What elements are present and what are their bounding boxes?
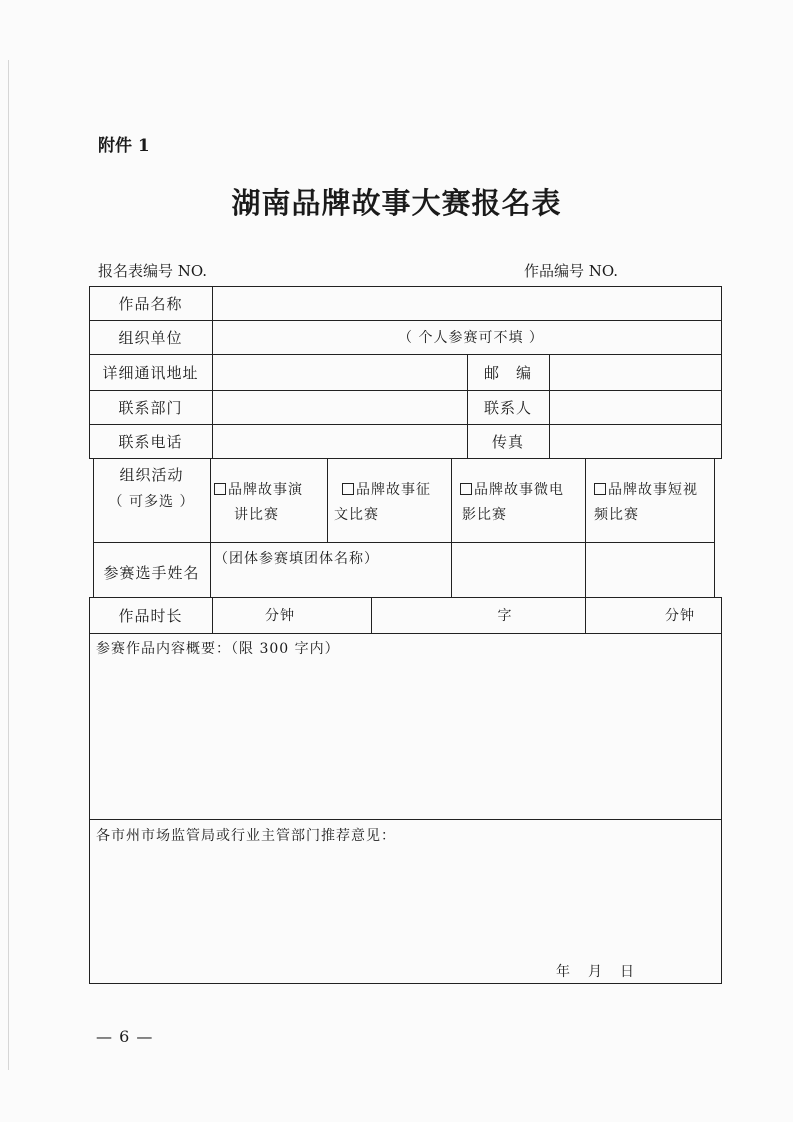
option-microfilm[interactable] xyxy=(460,478,564,528)
row-divider xyxy=(89,458,722,459)
attachment-label: 附件 1 xyxy=(98,136,150,156)
team-name-note: （团体参赛填团体名称） xyxy=(214,551,379,567)
option-divider xyxy=(585,458,586,597)
row-divider xyxy=(93,542,715,543)
option-short-video-line1: 品牌故事短视 xyxy=(608,482,698,498)
minutes-unit-2: 分钟 xyxy=(665,608,695,624)
work-number-label: 作品编号 NO. xyxy=(524,262,619,280)
option-microfilm-line2: 影比赛 xyxy=(462,507,507,523)
label-column-divider xyxy=(212,597,213,633)
work-name-label: 作品名称 xyxy=(118,294,183,313)
org-unit-note: （ 个人参赛可不填 ） xyxy=(398,330,544,346)
duration-label: 作品时长 xyxy=(118,606,183,625)
form-number-label: 报名表编号 NO. xyxy=(98,262,208,280)
checkbox-icon[interactable] xyxy=(594,483,606,495)
date-field: 年 月 日 xyxy=(556,964,636,980)
option-speech-line2: 讲比赛 xyxy=(234,507,279,523)
chars-unit: 字 xyxy=(497,608,513,624)
row-divider xyxy=(89,819,722,820)
option-speech[interactable] xyxy=(214,478,303,528)
table-border-right xyxy=(721,597,722,984)
option-speech-line1: 品牌故事演 xyxy=(228,482,303,498)
contact-label: 联系人 xyxy=(483,398,532,417)
table-border-bottom xyxy=(89,983,722,984)
table-border-right xyxy=(721,286,722,458)
checkbox-icon[interactable] xyxy=(342,483,354,495)
option-short-video[interactable] xyxy=(594,478,698,528)
page-number: — 6 — xyxy=(96,1027,154,1046)
contestant-name-label: 参赛选手姓名 xyxy=(103,563,200,582)
checkbox-icon[interactable] xyxy=(460,483,472,495)
checkbox-icon[interactable] xyxy=(214,483,226,495)
activity-label-divider xyxy=(210,458,211,597)
row-divider xyxy=(89,633,722,634)
page-title: 湖南品牌故事大赛报名表 xyxy=(231,186,562,220)
duration-divider xyxy=(585,597,586,633)
label-column-divider xyxy=(212,286,213,458)
activity-border-right xyxy=(714,458,715,597)
summary-label: 参赛作品内容概要：（限 300 字内） xyxy=(96,641,340,657)
address-label: 详细通讯地址 xyxy=(102,363,199,382)
phone-label: 联系电话 xyxy=(118,432,183,451)
option-divider xyxy=(327,458,328,542)
option-essay-line1: 品牌故事征 xyxy=(356,482,431,498)
table-border-left xyxy=(89,597,90,984)
value-column-divider xyxy=(549,354,550,458)
postcode-label: 邮 编 xyxy=(483,363,532,382)
activity-label: 组织活动 xyxy=(119,465,184,484)
recommendation-label: 各市州市场监管局或行业主管部门推荐意见： xyxy=(96,828,396,844)
org-unit-label: 组织单位 xyxy=(118,328,183,347)
duration-divider xyxy=(371,597,372,633)
option-divider xyxy=(451,458,452,597)
option-essay[interactable] xyxy=(334,478,431,528)
option-microfilm-line1: 品牌故事微电 xyxy=(474,482,564,498)
activity-multi-note: （ 可多选 ） xyxy=(108,494,195,510)
minutes-unit: 分钟 xyxy=(265,608,295,624)
option-short-video-line2: 频比赛 xyxy=(594,507,639,523)
fax-label: 传真 xyxy=(491,432,524,451)
department-label: 联系部门 xyxy=(118,398,183,417)
option-essay-line2: 文比赛 xyxy=(334,507,379,523)
